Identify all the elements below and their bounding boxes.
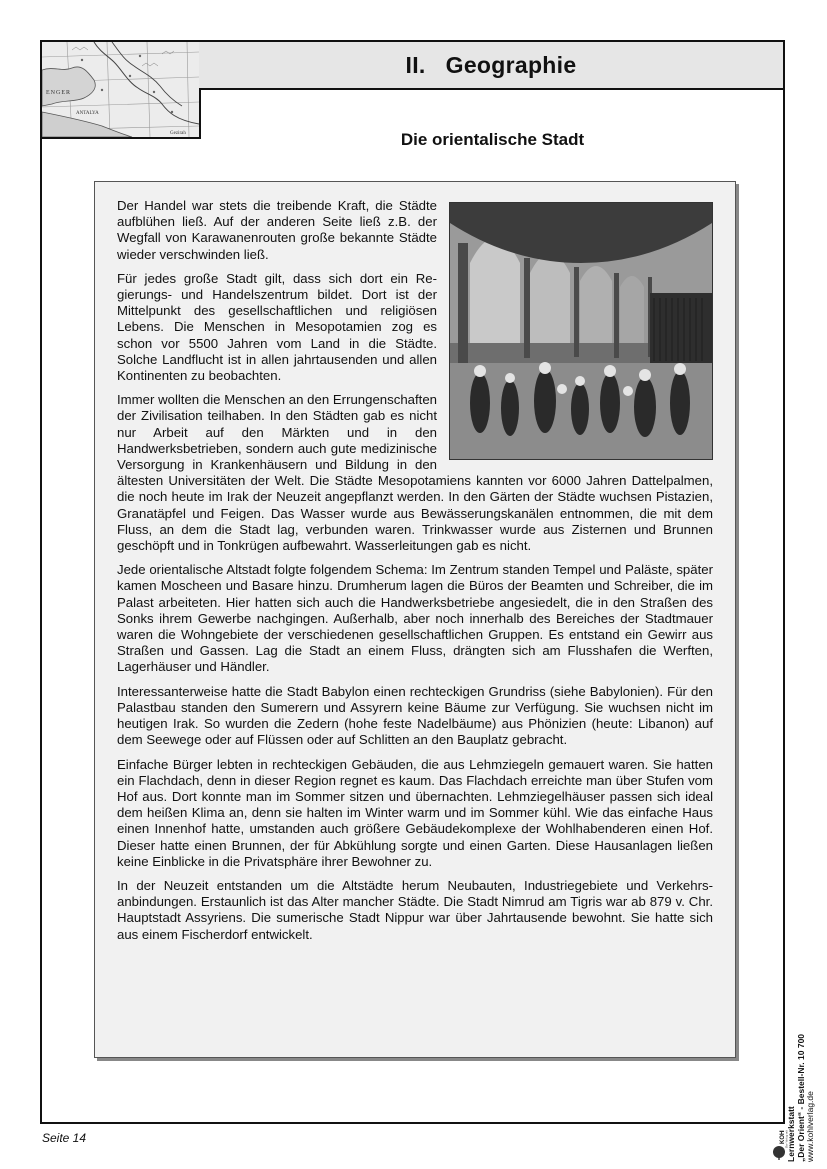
chapter-number: II. [405, 51, 426, 78]
paragraph-7: In der Neuzeit entstanden um die Altstädte herum Neubauten, Industriegebiete und Verkehrsanbindungen. Erstaunlich ist das Alter mancher Städte. Die Stadt Nimrud am Tigris war ab 879 v. Chr. Hauptstadt Assyriens. Die sumerische Stadt Nippur war über Jahrtausende bewohnt. Sie hatte sich aus einem Fischerdorf entwickelt. [117, 877, 713, 942]
article-body [117, 198, 713, 951]
publisher-line-1: Lernwerkstatt [786, 1106, 796, 1162]
page-title: Die orientalische Stadt [400, 130, 585, 149]
content-panel [94, 181, 736, 1058]
kohl-logo [772, 1130, 788, 1160]
map-label-gezirah: Gezirah [170, 131, 186, 136]
paragraph-4: Jede orientalische Altstadt folgte folgendem Schema: Im Zentrum standen Tempel und Paläste, später kamen Moscheen und Basare hinzu. Drumherum lagen die Büros der Beamten und Schreiber, die im Palast arbeiteten. Hier hatten sich auch die Handwerksbetriebe angesiedelt, die in den Straßen des Sonks ihrem Gewerbe nachgingen. Außerhalb, aber noch innerhalb des Bereiches der Stadtmauer waren die Wohngebiete der verschiedenen gesellschaftlichen Gruppen. Es entstand ein Gewirr aus Straßen und Gassen. Lag die Stadt an einem Fluss, drängten sich am Flusshafen die Werften, Lagerhäuser und Händler. [117, 562, 713, 675]
publisher-line-2: „Der Orient“ - Bestell-Nr. 10 700 [795, 1033, 806, 1162]
chapter-title: Geographie [445, 51, 577, 78]
map-label-enger: ENGER [46, 90, 71, 96]
paragraph-5: Interessanterweise hatte die Stadt Babylon einen rechteckigen Grundriss (siehe Babylonien). Für den Palastbau standen den Sumerern und Assyrern keine Bäume zur Verfügung. Sie wuchsen nicht im heutigen Irak. So wurden die Zedern (hohe feste Nadelbäume) aus Phönizien (heute: Libanon) auf dem Seewege oder auf Flüssen oder auf Schlitten an den Bauplatz gebracht. [117, 683, 713, 748]
mosque-interior-photo [449, 202, 713, 460]
publisher-url: www.kohlverlag.de [805, 1091, 815, 1162]
map-illustration [42, 42, 201, 139]
kohl-brand: KOHL [780, 1130, 786, 1144]
paragraph-2: Für jedes große Stadt gilt, dass sich dort ein Regierungs- und Handelszentrum bildet. Dort ist der Mittelpunkt des gesellschaftlichen und religiösen Lebens. Die Menschen in Mesopotamien zog es schon vor 5500 Jahren vom Land in die Städte. Solche Landflucht ist in allen jahrtausenden und allen Kontinenten zu beobachten. [117, 270, 437, 384]
photo-image [450, 203, 712, 459]
chapter-header [199, 42, 783, 90]
tree-logo-icon [772, 1130, 788, 1160]
map-image [42, 42, 199, 137]
paragraph-3: Immer wollten die Menschen an den Errungenschaften der Zivilisation teilhaben. In den Städten gab es nicht nur Arbeit auf den Märkten und in den Handwerksbetrieben, sondern auch gute medizinische Versorgung in Krankenhäusern und Bildung in den ältesten Universitäten der Welt. Die Städte Mesopotamiens kannten vor 6000 Jahren Dattelpalmen, die noch heute im Irak der Neuzeit angepflanzt werden. In den Gärten der Städte wuchsen Pistazien, Granatäpfel und Feigen. Das Wasser wurde aus Bewässerungskanälen entnommen, die mit dem Fluss, an dem die Stadt lag, verbunden waren. Trinkwasser wurde aus Zisternen und Brunnen geschöpft und in Tonkrügen aufbewahrt. Wasserleitungen gab es nicht. [117, 392, 713, 554]
page-number: Seite 14 [42, 1131, 87, 1145]
paragraph-1: Der Handel war stets die treibende Kraft, die Städte aufblühen ließ. Auf der anderen Seite ließ z.B. der Wegfall von Karawanenrouten große bekannte Städte wieder verschwinden ließ. [117, 198, 437, 262]
kohl-slogan: Der Verlag mit [784, 1130, 788, 1148]
paragraph-6: Einfache Bürger lebten in rechteckigen Gebäuden, die aus Lehmziegeln gemauert waren. Sie hatten ein Flachdach, denn in dieser Region regnet es kaum. Das Flachdach erreichte man über Stufen vom Hof aus. Dort konnte man im Sommer sitzen und übernachten. Lehmziegelhäuser passen sich ideal dem heißen Klima an, denn sie halten im Winter warm und im Sommer kühl. Wie das einfache Haus einen Innenhof hatte, umstanden auch größere Gebäudekomplexe der Wohlhabenderen einen Hof. Dieser hatte einen Brunnen, der für Abkühlung sorgte und einen Garten. Diese Hausanlagen ließen keine Einblicke in die Privatsphäre ihrer Bewohner zu. [117, 756, 713, 869]
map-label-antalya: ANTALYA [76, 111, 99, 116]
chapter-heading [406, 52, 577, 79]
